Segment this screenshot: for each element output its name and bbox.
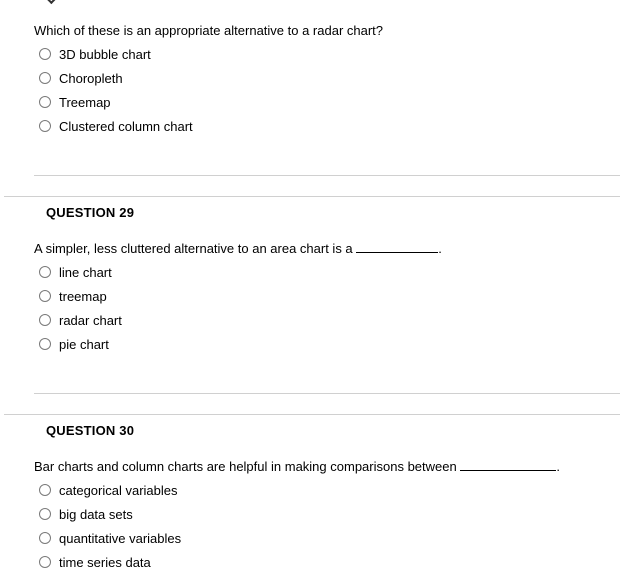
- option-label: big data sets: [59, 506, 133, 522]
- question-29-option-3[interactable]: [39, 311, 122, 329]
- question-30-option-3[interactable]: [39, 529, 181, 547]
- option-label: radar chart: [59, 312, 122, 328]
- radio-button[interactable]: [39, 484, 51, 496]
- radio-button[interactable]: [39, 290, 51, 302]
- radio-button[interactable]: [39, 314, 51, 326]
- option-label: Treemap: [59, 94, 111, 110]
- option-label: treemap: [59, 288, 107, 304]
- question-29-text: [34, 241, 442, 257]
- question-29-text-suffix: .: [438, 241, 442, 256]
- radio-button[interactable]: [39, 338, 51, 350]
- question-30-header: QUESTION 30: [46, 423, 135, 438]
- answer-divider: [34, 393, 620, 394]
- option-label: line chart: [59, 264, 112, 280]
- radio-button[interactable]: [39, 266, 51, 278]
- radio-button[interactable]: [39, 556, 51, 568]
- answer-divider: [34, 175, 620, 176]
- question-28-option-4[interactable]: [39, 117, 193, 135]
- question-29-option-2[interactable]: [39, 287, 107, 305]
- question-29-header: QUESTION 29: [46, 205, 135, 220]
- radio-button[interactable]: [39, 72, 51, 84]
- option-label: Choropleth: [59, 70, 123, 86]
- question-28-option-1[interactable]: [39, 45, 151, 63]
- radio-button[interactable]: [39, 120, 51, 132]
- option-label: categorical variables: [59, 482, 178, 498]
- question-29-text-body: A simpler, less cluttered alternative to an area chart is a: [34, 241, 353, 256]
- question-28-option-3[interactable]: [39, 93, 111, 111]
- collapse-chevron-icon: [46, 0, 55, 4]
- question-29-option-1[interactable]: [39, 263, 112, 281]
- radio-button[interactable]: [39, 508, 51, 520]
- question-divider: [4, 414, 620, 415]
- radio-button[interactable]: [39, 96, 51, 108]
- fill-in-blank: [356, 242, 438, 253]
- question-30-option-2[interactable]: [39, 505, 133, 523]
- option-label: 3D bubble chart: [59, 46, 151, 62]
- radio-button[interactable]: [39, 48, 51, 60]
- option-label: Clustered column chart: [59, 118, 193, 134]
- question-30-option-4[interactable]: [39, 553, 151, 571]
- question-30-text-suffix: .: [556, 459, 560, 474]
- option-label: pie chart: [59, 336, 109, 352]
- option-label: quantitative variables: [59, 530, 182, 546]
- fill-in-blank: [460, 460, 556, 471]
- question-30-option-1[interactable]: [39, 481, 178, 499]
- question-29-option-4[interactable]: [39, 335, 109, 353]
- question-28-text: Which of these is an appropriate alternative to a radar chart?: [34, 23, 384, 38]
- question-28-option-2[interactable]: [39, 69, 123, 87]
- option-label: time series data: [59, 554, 151, 570]
- question-30-text-body: Bar charts and column charts are helpful in making comparisons between: [34, 459, 457, 474]
- radio-button[interactable]: [39, 532, 51, 544]
- question-divider: [4, 196, 620, 197]
- question-30-text: [34, 459, 560, 475]
